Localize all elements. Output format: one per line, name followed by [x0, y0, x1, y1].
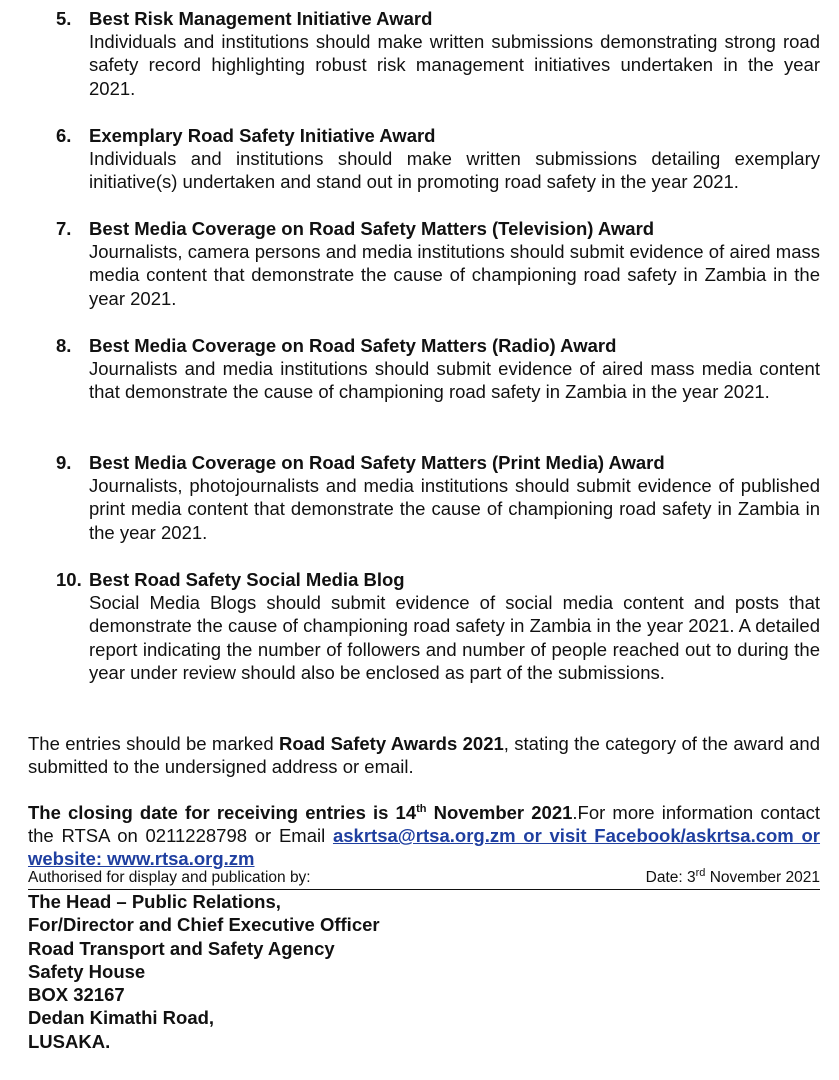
authorisation-row	[28, 866, 820, 890]
award-title: Best Media Coverage on Road Safety Matters (Television) Award	[89, 218, 655, 239]
award-title: Best Road Safety Social Media Blog	[89, 569, 405, 590]
publication-date	[646, 866, 820, 889]
award-title: Exemplary Road Safety Initiative Award	[89, 125, 436, 146]
signatory-line: BOX 32167	[28, 984, 125, 1006]
contact-links[interactable]: askrtsa@rtsa.org.zm or visit Facebook/askrtsa.com or website: www.rtsa.org.zm	[28, 825, 821, 870]
award-number: 7.	[56, 218, 72, 239]
signatory-line: Safety House	[28, 960, 146, 982]
closing-date-sup: th	[416, 802, 427, 815]
date-post: November 2021	[705, 869, 820, 886]
signatory-line: Road Transport and Safety Agency	[28, 937, 335, 959]
entries-marking: Road Safety Awards 2021	[278, 733, 504, 754]
entries-paragraph	[28, 732, 820, 778]
award-number: 10.	[56, 569, 82, 590]
award-item	[56, 217, 820, 310]
entries-text-post: , stating the category of the award and submitted to the undersigned address or email.	[28, 733, 820, 778]
award-description: Journalists, photojournalists and media institutions should submit evidence of published print media content that demonstrate the cause of championing road safety in Zambia in the year 2021.	[89, 475, 820, 543]
award-description: Individuals and institutions should make written submissions detailing exemplary initiative(s) undertaken and stand out in promoting road safety in the year 2021.	[89, 148, 820, 193]
award-item	[56, 124, 820, 194]
award-item	[56, 7, 820, 100]
award-item	[56, 568, 820, 684]
award-number: 8.	[56, 335, 72, 356]
closing-date-text	[28, 802, 572, 823]
award-title: Best Media Coverage on Road Safety Matters (Radio) Award	[89, 335, 617, 356]
closing-date-post: November 2021	[426, 802, 573, 823]
signatory-line: For/Director and Chief Executive Officer	[28, 914, 380, 936]
contact-text: .For more information contact the RTSA on 0211228798 or Email	[28, 802, 820, 847]
signatory-block	[28, 890, 380, 1053]
signatory-line: LUSAKA.	[28, 1030, 111, 1052]
award-description: Journalists and media institutions should submit evidence of aired mass media content that demonstrate the cause of championing road safety in Zambia in the year 2021.	[89, 358, 820, 403]
award-title: Best Media Coverage on Road Safety Matters (Print Media) Award	[89, 452, 665, 473]
signatory-line: The Head – Public Relations,	[28, 891, 281, 912]
entries-text-pre: The entries should be marked	[28, 733, 279, 754]
award-number: 9.	[56, 452, 72, 473]
authorised-label: Authorised for display and publication by:	[28, 869, 311, 886]
closing-paragraph	[28, 801, 820, 871]
award-description: Journalists, camera persons and media institutions should submit evidence of aired mass media content that demonstrate the cause of championing road safety in Zambia in the year 2021.	[89, 241, 820, 309]
award-number: 6.	[56, 125, 72, 146]
award-title: Best Risk Management Initiative Award	[89, 8, 433, 29]
closing-date-pre: The closing date for receiving entries is 14	[28, 802, 417, 823]
award-item	[56, 451, 820, 544]
award-description: Social Media Blogs should submit evidence of social media content and posts that demonstrate the cause of championing road safety in Zambia in the year 2021. A detailed report indicating the number of followers and number of people reached out to during the year under review should also be enclosed as part of the submissions.	[89, 592, 820, 683]
signatory-line: Dedan Kimathi Road,	[28, 1007, 215, 1029]
date-sup: rd	[695, 866, 706, 879]
award-number: 5.	[56, 8, 72, 29]
date-pre: Date: 3	[645, 869, 696, 886]
award-item	[56, 334, 820, 404]
award-description: Individuals and institutions should make written submissions demonstrating strong road safety record highlighting robust risk management initiatives undertaken in the year 2021.	[89, 31, 820, 99]
